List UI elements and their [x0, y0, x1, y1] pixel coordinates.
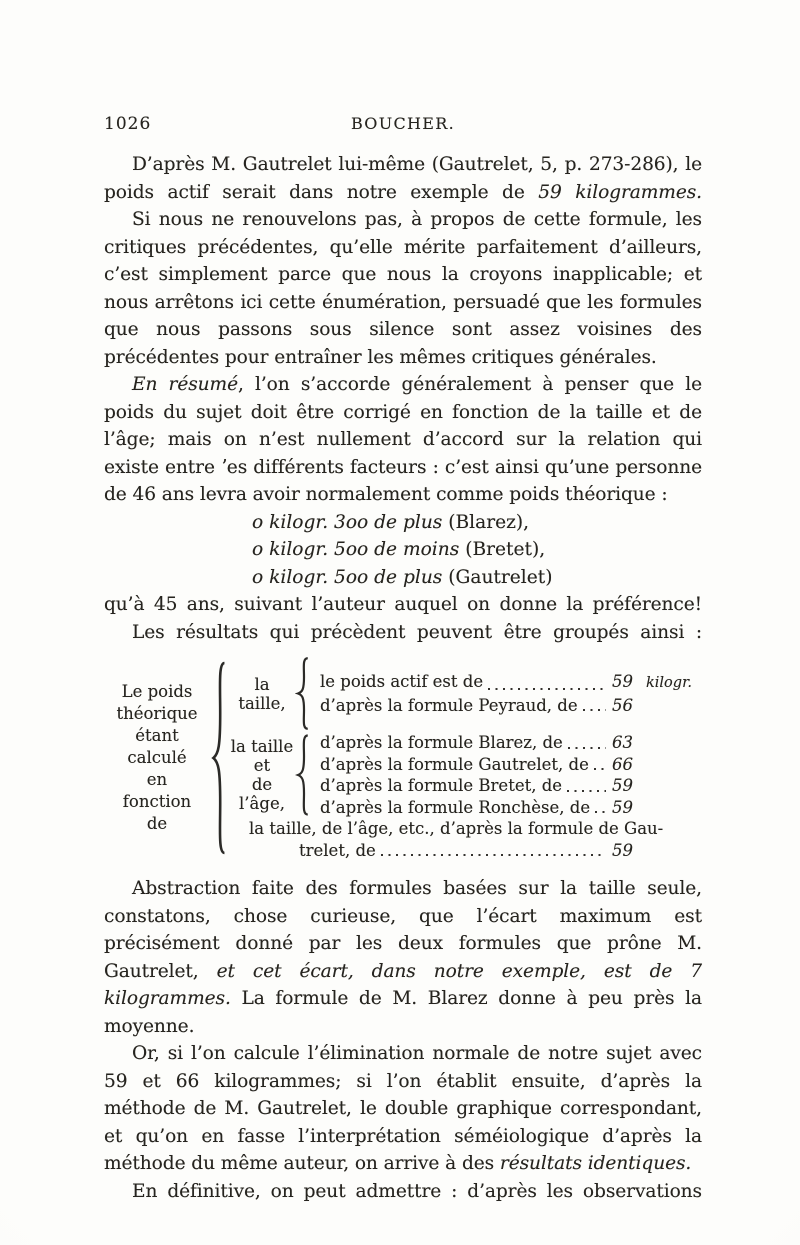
text-block — [104, 114, 702, 1205]
table-row — [229, 840, 702, 862]
paragraph-elimination-text: Or, si l’on calcule l’élimination normale de notre sujet avec 59 et 66 kilogrammes; si l’on établit ensuite, d’après la méthode de M. Gautrelet, le double graphique correspondant, et qu’on en fasse l’interprétation séméiologique d’après la méthode du même auteur, on arrive à des — [104, 1043, 702, 1174]
paragraph-critiques-text: Si nous ne renouvelons pas, à propos de cette formule, les critiques précédentes, qu’elle mérite parfaitement d’ailleurs, c’est simplement parce que nous la croyons inapplicable; et nous arrêtons ici cette énumération, persuadé que les formules que nous passons sous silence sont assez voisines des précédentes pour entraîner les mêmes critiques générales. — [104, 209, 702, 368]
dot-leader — [583, 709, 606, 711]
table-left-label — [104, 655, 210, 861]
row-value: 59 — [612, 672, 633, 691]
paragraph-en-resume-lead: En résumé — [132, 374, 238, 395]
row-value: 59 — [612, 797, 633, 817]
left-label-line: théorique — [116, 704, 198, 723]
paragraph-abstraction-end: La formule de M. Blarez donne à peu près la moyenne. — [104, 988, 702, 1037]
left-label-line: Le poids — [121, 682, 193, 701]
left-label-line: étant — [135, 726, 179, 745]
paragraph-45-ans — [104, 591, 702, 619]
page-number: 1026 — [104, 114, 152, 134]
paragraph-resultats-groupes-text: Les résultats qui précèdent peuvent être groupés ainsi : — [132, 621, 702, 643]
row-value: 66 — [612, 754, 633, 774]
left-label-line: en — [146, 770, 168, 789]
row-label-wrapped: la taille, de l’âge, etc., d’après la formule de Gau- — [249, 819, 664, 838]
row-label: d’après la formule Gautrelet, de — [320, 754, 589, 774]
row-label: trelet, de — [299, 840, 376, 860]
list-item-bretet-author: (Bretet), — [465, 539, 546, 560]
group-label-line: et — [253, 756, 271, 775]
paragraph-en-definitive-text: En définitive, on peut admettre : d’après les observations — [132, 1180, 702, 1202]
table-row — [320, 732, 702, 754]
row-value: 59 — [612, 840, 633, 860]
row-value: 59 — [612, 776, 633, 795]
table-row — [320, 754, 702, 776]
paragraph-gautrelet-weight-value: 59 kilogrammes. — [538, 181, 702, 203]
table-group-taille-age — [229, 732, 702, 818]
running-title: BOUCHER. — [350, 114, 456, 133]
list-item-gautrelet-value: o kilogr. 5oo de plus — [252, 566, 449, 588]
dot-leader — [594, 768, 606, 770]
results-table — [104, 655, 702, 861]
small-brace-icon — [295, 732, 310, 818]
paragraph-critiques — [104, 206, 702, 371]
group-label-line: la taille — [230, 737, 294, 756]
table-row — [320, 671, 702, 695]
paragraph-elimination — [104, 1040, 702, 1178]
dot-leader — [595, 811, 606, 813]
group-label-taille — [229, 655, 295, 732]
row-label: d’après la formule Blarez, de — [320, 733, 563, 752]
group-rows — [310, 655, 702, 732]
left-label-line: calculé — [127, 748, 187, 767]
table-row — [320, 695, 702, 717]
paragraph-en-definitive — [104, 1178, 702, 1206]
page-header — [104, 114, 702, 134]
group-rows — [310, 732, 702, 818]
dot-leader — [567, 790, 606, 792]
row-label: d’après la formule Peyraud, de — [320, 695, 578, 715]
row-unit: kilogr. — [646, 675, 693, 691]
list-item-blarez-value: o kilogr. 3oo de plus — [252, 511, 449, 533]
list-item-blarez — [252, 509, 702, 537]
list-item-gautrelet-author: (Gautrelet) — [448, 566, 553, 588]
weight-options-list — [104, 509, 702, 592]
table-group-taille — [229, 655, 702, 732]
table-row — [320, 775, 702, 797]
table-row — [320, 797, 702, 819]
paragraph-en-resume — [104, 371, 702, 509]
group-label-line: de l’âge, — [239, 775, 285, 813]
row-value: 63 — [612, 733, 633, 752]
list-item-blarez-author: (Blarez), — [448, 511, 530, 533]
dot-leader — [568, 747, 606, 749]
list-item-gautrelet — [252, 564, 702, 592]
list-item-bretet-value: o kilogr. 5oo de moins — [252, 539, 466, 560]
paragraph-resultats-groupes — [104, 619, 702, 647]
row-value: 56 — [612, 695, 633, 715]
group-label-taille-age — [229, 732, 295, 818]
row-label: d’après la formule Ronchèse, de — [320, 797, 591, 817]
paragraph-abstraction — [104, 875, 702, 1040]
dot-leader — [381, 854, 606, 856]
paragraph-abstraction-italic: et cet écart, dans notre exemple, est de 7 kilogrammes. — [104, 960, 702, 1009]
paragraph-elimination-italic: résultats identiques. — [499, 1153, 692, 1174]
paragraph-gautrelet-weight-text: D’après M. Gautrelet lui-même (Gautrelet, 5, p. 273-286), le poids actif serait dans notre exemple de — [104, 154, 702, 203]
paragraph-en-resume-text: , l’on s’accorde généralement à penser que le poids du sujet doit être corrigé en fonction de la taille et de l’âge; mais on n’est nullement d’accord sur la relation qui existe entre ʼes différents facteurs : c’est ainsi qu’une personne de 46 ans levra avoir normalement comme poids théorique : — [104, 374, 702, 505]
row-label: le poids actif est de — [320, 672, 484, 691]
table-group-taille-age-etc — [229, 818, 702, 861]
paragraph-gautrelet-weight — [104, 151, 702, 206]
list-item-bretet — [252, 536, 702, 564]
table-content — [227, 655, 702, 861]
paragraph-45-ans-text: qu’à 45 ans, suivant l’auteur auquel on donne la préférence! — [104, 594, 702, 615]
group-label-line: la taille, — [238, 674, 286, 713]
dot-leader — [488, 688, 606, 690]
left-label-line: fonction — [122, 792, 192, 811]
paragraph-abstraction-text: Abstraction faite des formules basées sur la taille seule, constatons, chose curieuse, que l’écart maximum est précisément donné par les deux formules que prône M. Gautrelet, — [104, 878, 702, 982]
row-label: d’après la formule Bretet, de — [320, 776, 563, 795]
big-brace-icon — [210, 655, 227, 861]
left-label-line: de — [146, 814, 168, 833]
small-brace-icon — [295, 655, 310, 732]
